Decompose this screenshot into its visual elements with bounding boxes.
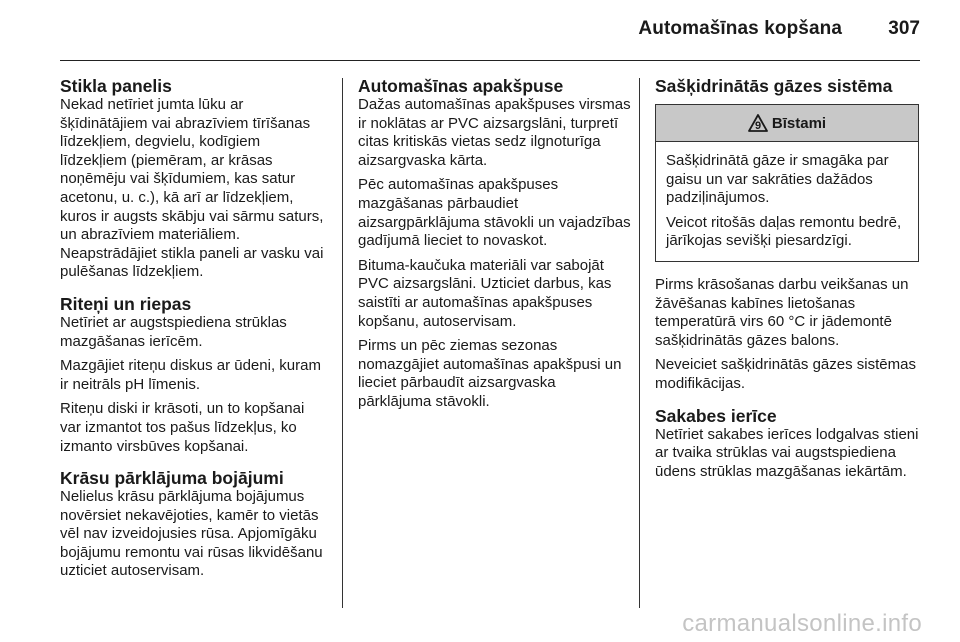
section-towing-device xyxy=(655,406,921,482)
danger-notice xyxy=(655,104,919,262)
page-number: 307 xyxy=(888,18,920,39)
paragraph: Mazgājiet riteņu diskus ar ūdeni, kuram ir neitrāls pH līmenis. xyxy=(60,357,321,393)
header-divider xyxy=(60,60,920,61)
paragraph: Nekad netīriet jumta lūku ar šķīdinātājiem vai abrazīviem tīrīšanas līdzekļiem, degvielu, kodīgiem līdzekļiem (piemēram, ar krāsas noņēmēju vai šķīdumiem, kas satur acetonu, u. c.), kā arī ar līdzekļiem, kuros ir augsts skābju vai sārmu saturs, un abrazīviem materiāliem. Neapstrādājiet stikla paneli ar vasku vai pulēšanas līdzekļiem. xyxy=(60,96,324,281)
section-underbody xyxy=(358,76,632,412)
page-header xyxy=(0,0,960,62)
warning-triangle-icon xyxy=(748,114,768,132)
section-title: Sašķidrinātās gāzes sistēma xyxy=(655,76,893,96)
danger-notice-label: Bīstami xyxy=(771,114,827,132)
section-glass-panel xyxy=(60,76,328,282)
column-divider xyxy=(639,78,640,608)
danger-notice-header xyxy=(656,105,918,142)
column-1 xyxy=(60,76,328,593)
paragraph: Riteņu diski ir krāsoti, un to kopšanai var izmantot tos pašus līdzekļus, ko izmanto virsbūves kopšanai. xyxy=(60,400,305,455)
chapter-title: Automašīnas kopšana xyxy=(638,18,842,39)
paragraph: Neveiciet sašķidrinātās gāzes sistēmas modifikācijas. xyxy=(655,356,916,392)
paragraph: Dažas automašīnas apakšpuses virsmas ir noklātas ar PVC aizsargslāni, turpretī citas kritiskās vietas sedz ilgnoturīga aizsargvaska kārta. xyxy=(358,96,631,169)
warning-number: 9 xyxy=(754,120,761,132)
section-title: Sakabes ierīce xyxy=(655,405,777,426)
section-title: Stikla panelis xyxy=(60,76,172,96)
paragraph: Pirms un pēc ziemas sezonas nomazgājiet automašīnas apakšpusi un lieciet pārbaudīt aizsargvaska pārklājuma stāvokli. xyxy=(358,337,622,410)
section-title: Krāsu pārklājuma bojājumi xyxy=(60,468,284,489)
section-title: Automašīnas apakšpuse xyxy=(358,76,564,96)
paragraph: Netīriet ar augstspiediena strūklas mazgāšanas ierīcēm. xyxy=(60,313,287,350)
column-2 xyxy=(358,76,632,424)
paragraph: Nelielus krāsu pārklājuma bojājumus novērsiet nekavējoties, kamēr to vietās vēl nav izveidojusies rūsa. Apjomīgāku bojājumu remontu vai rūsas likvidēšanu uzticiet autoservisam. xyxy=(60,488,323,580)
column-3 xyxy=(655,76,921,493)
column-divider xyxy=(342,78,343,608)
paragraph: Veicot ritošās daļas remontu bedrē, jārīkojas sevišķi piesardzīgi. xyxy=(666,213,902,250)
paragraph: Sašķidrinātā gāze ir smagāka par gaisu un var sakrāties dažādos padziļinājumos. xyxy=(666,152,889,207)
section-paint-damage xyxy=(60,468,328,581)
section-wheels-tyres xyxy=(60,294,328,456)
paragraph: Netīriet sakabes ierīces lodgalvas stieni ar tvaika strūklas vai augstspiediena ūdens strūklas mazgāšanas iekārtām. xyxy=(655,425,919,480)
paragraph: Bituma-kaučuka materiāli var sabojāt PVC aizsargslāni. Uzticiet darbus, kas saistīti ar automašīnas apakšpuses kopšanu, autoservisam. xyxy=(358,256,612,330)
watermark: carmanualsonline.info xyxy=(682,610,922,637)
paragraph: Pirms krāsošanas darbu veikšanas un žāvēšanas kabīnes lietošanas temperatūrā virs 60 °C ir jādemontē sašķidrinātās gāzes balons. xyxy=(655,275,909,349)
section-title: Riteņi un riepas xyxy=(60,293,192,314)
section-lpg-system xyxy=(655,76,921,394)
danger-notice-body xyxy=(656,142,918,261)
paragraph: Pēc automašīnas apakšpuses mazgāšanas pārbaudiet aizsargpārklājuma stāvokli un vajadzības gadījumā lieciet to novaskot. xyxy=(358,176,631,250)
